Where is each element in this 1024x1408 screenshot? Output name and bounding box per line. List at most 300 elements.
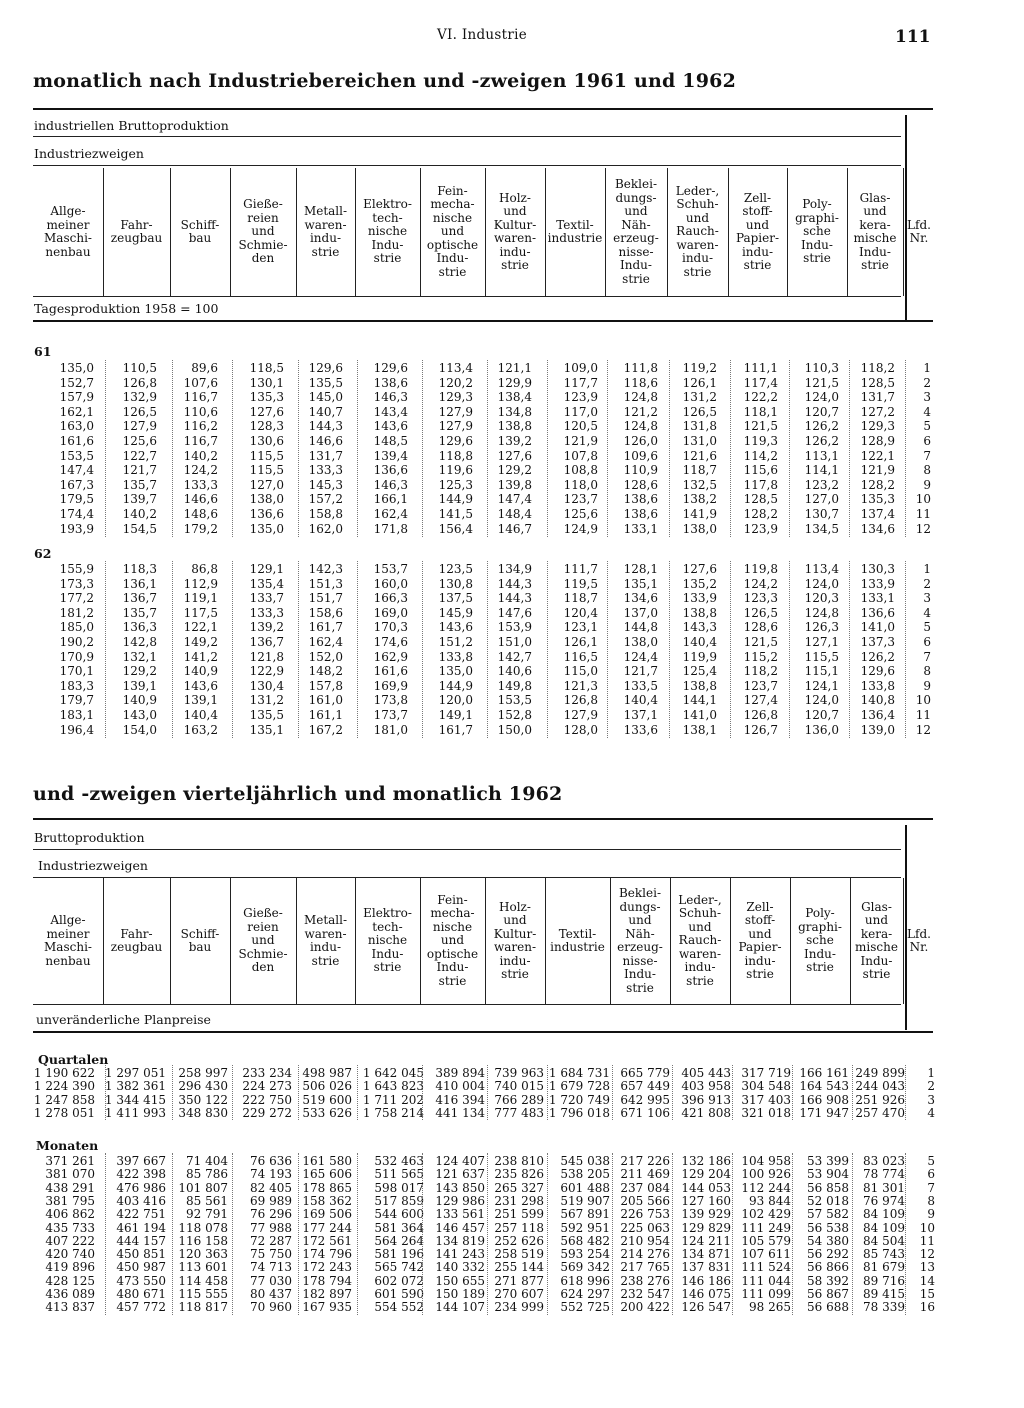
table2-cell: 271 877 bbox=[494, 1273, 544, 1288]
table2-cell: 244 043 bbox=[855, 1079, 905, 1094]
table1-cell: 167,3 bbox=[59, 477, 94, 492]
table2-top-rule bbox=[33, 818, 933, 820]
table1-cell: 2 bbox=[923, 576, 931, 591]
table1-cell: 135,3 bbox=[249, 390, 284, 405]
table1-cell: 135,0 bbox=[249, 521, 284, 536]
table1-cell: 140,4 bbox=[682, 635, 717, 649]
table1-cell: 138,8 bbox=[497, 419, 532, 434]
table2-cell: 171 947 bbox=[799, 1105, 849, 1120]
table1-cell: 8 bbox=[923, 463, 931, 478]
table1-cell: 134,8 bbox=[497, 404, 532, 419]
table2-cell: 72 287 bbox=[250, 1233, 292, 1248]
table1-cell: 190,2 bbox=[59, 635, 94, 649]
table2-cell: 57 582 bbox=[807, 1207, 849, 1222]
table1-cell: 135,1 bbox=[249, 722, 284, 737]
table2-column-divider bbox=[730, 878, 731, 1004]
table1-cell: 142,7 bbox=[497, 649, 532, 664]
table2-cell-divider bbox=[357, 1065, 358, 1120]
table2-cell: 56 538 bbox=[807, 1220, 849, 1235]
table2-cell: 511 565 bbox=[374, 1167, 424, 1182]
table2-cell: 56 866 bbox=[807, 1260, 849, 1275]
table2-cell: 13 bbox=[919, 1260, 935, 1275]
table2-cell: 1 642 045 bbox=[362, 1066, 424, 1080]
table1-cell: 126,1 bbox=[563, 635, 598, 649]
table2-cell: 222 750 bbox=[242, 1092, 292, 1107]
table1-column-divider bbox=[355, 168, 356, 296]
table2-cell: 82 405 bbox=[250, 1180, 292, 1195]
table2-cell: 10 bbox=[919, 1220, 935, 1235]
table2-cell-divider bbox=[732, 1153, 733, 1315]
table1-cell: 145,0 bbox=[308, 390, 343, 405]
table1-cell: 137,3 bbox=[860, 635, 895, 649]
table1-cell: 138,6 bbox=[373, 375, 408, 390]
table2-cell: 84 504 bbox=[863, 1233, 905, 1248]
table1-cell: 133,8 bbox=[860, 678, 895, 693]
table2-cell: 7 bbox=[927, 1180, 935, 1195]
table2-group2-label: Monaten bbox=[36, 1138, 99, 1153]
table1-cell: 120,3 bbox=[804, 591, 839, 606]
table2-cell: 238 276 bbox=[620, 1273, 670, 1288]
table1-cell: 1 bbox=[923, 562, 931, 576]
table2-cell: 210 954 bbox=[620, 1233, 670, 1248]
table1-cell-divider bbox=[669, 360, 670, 537]
table1-cell: 125,6 bbox=[563, 507, 598, 521]
table1-cell: 141,9 bbox=[682, 507, 717, 521]
table1-cell: 149,2 bbox=[183, 635, 218, 649]
table1-cell: 121,7 bbox=[122, 463, 157, 478]
table2-column-divider bbox=[230, 878, 231, 1004]
table1-cell: 141,0 bbox=[860, 620, 895, 635]
table2-cell: 217 765 bbox=[620, 1260, 670, 1275]
table1-cell: 120,7 bbox=[804, 404, 839, 419]
table2-cell: 381 795 bbox=[45, 1193, 95, 1208]
table1-cell: 161,1 bbox=[308, 708, 343, 722]
table1-cell: 127,2 bbox=[860, 404, 895, 419]
table1-cell: 89,6 bbox=[191, 361, 218, 375]
table1-cell: 121,1 bbox=[497, 361, 532, 375]
table1-cell: 113,4 bbox=[804, 562, 839, 576]
table1-cell: 144,3 bbox=[497, 591, 532, 606]
table1-cell: 138,4 bbox=[497, 390, 532, 405]
table2-cell: 172 243 bbox=[302, 1260, 352, 1275]
table1-cell: 124,2 bbox=[743, 576, 778, 591]
table1-cell: 135,0 bbox=[438, 664, 473, 679]
table1-cell: 110,3 bbox=[804, 361, 839, 375]
table2-cell: 56 292 bbox=[807, 1247, 849, 1262]
table2-cell: 419 896 bbox=[45, 1260, 95, 1275]
table2-cell: 270 607 bbox=[494, 1287, 544, 1301]
table1-cell: 130,6 bbox=[249, 434, 284, 448]
table2-cell: 1 679 728 bbox=[548, 1079, 610, 1094]
table2-cell: 118 078 bbox=[178, 1220, 228, 1235]
table2-cell: 178 794 bbox=[302, 1273, 352, 1288]
table1-cell: 112,9 bbox=[183, 576, 218, 591]
table2-cell: 52 018 bbox=[807, 1193, 849, 1208]
table1-cell: 142,8 bbox=[122, 635, 157, 649]
table2-cell: 81 679 bbox=[863, 1260, 905, 1275]
table1-body-rule bbox=[33, 320, 933, 322]
table1-column-header: Elektro- tech- nische Indu- strie bbox=[363, 197, 412, 266]
table2-cell: 581 196 bbox=[374, 1247, 424, 1262]
table2-column-header: Lfd. Nr. bbox=[907, 926, 931, 954]
table2-cell: 58 392 bbox=[807, 1273, 849, 1288]
table2-cell: 371 261 bbox=[45, 1154, 95, 1168]
table1-band2-rule bbox=[33, 165, 901, 166]
table1-cell: 108,8 bbox=[563, 463, 598, 478]
table1-cell: 131,8 bbox=[682, 419, 717, 434]
table2-column-divider bbox=[355, 878, 356, 1004]
table1-cell: 128,0 bbox=[563, 722, 598, 737]
table1-cell: 133,1 bbox=[623, 521, 658, 536]
table1-cell: 116,7 bbox=[183, 434, 218, 448]
table1-cell: 127,6 bbox=[682, 562, 717, 576]
table1-cell: 128,2 bbox=[743, 507, 778, 521]
table2-band1-label: Bruttoproduktion bbox=[34, 830, 145, 845]
table1-cell: 126,1 bbox=[682, 375, 717, 390]
table1-cell: 136,6 bbox=[249, 507, 284, 521]
table2-cell: 233 234 bbox=[242, 1066, 292, 1080]
table1-cell-divider bbox=[232, 561, 233, 738]
table2-group1-label: Quartalen bbox=[38, 1052, 109, 1067]
table1-cell: 151,2 bbox=[438, 635, 473, 649]
table1-cell: 135,4 bbox=[249, 576, 284, 591]
table2-cell: 350 122 bbox=[178, 1092, 228, 1107]
table2-cell: 85 786 bbox=[186, 1167, 228, 1182]
table1-cell: 161,7 bbox=[308, 620, 343, 635]
table2-cell-divider bbox=[852, 1153, 853, 1315]
table2-cell: 77 988 bbox=[250, 1220, 292, 1235]
table2-cell: 397 667 bbox=[116, 1154, 166, 1168]
table2-cell: 126 547 bbox=[681, 1300, 731, 1315]
table2-cell: 93 844 bbox=[749, 1193, 791, 1208]
table1-cell: 154,0 bbox=[122, 722, 157, 737]
table1-cell: 136,1 bbox=[122, 576, 157, 591]
table1-cell: 133,9 bbox=[682, 591, 717, 606]
table1-cell: 149,8 bbox=[497, 678, 532, 693]
table2-cell: 1 720 749 bbox=[548, 1092, 610, 1107]
table1-cell: 147,4 bbox=[59, 463, 94, 478]
table2-cell: 89 415 bbox=[863, 1287, 905, 1301]
table1-cell: 137,0 bbox=[623, 605, 658, 620]
table2-cell: 111 249 bbox=[741, 1220, 791, 1235]
table2-cell: 121 637 bbox=[435, 1167, 485, 1182]
table1-cell-divider bbox=[298, 360, 299, 537]
table2-cell-divider bbox=[105, 1153, 106, 1315]
table2-cell: 1 643 823 bbox=[362, 1079, 424, 1094]
table2-cell: 1 344 415 bbox=[104, 1092, 166, 1107]
table1-cell: 10 bbox=[915, 492, 931, 507]
table2-column-divider bbox=[485, 878, 486, 1004]
table1-cell: 153,5 bbox=[59, 448, 94, 463]
table1-cell: 119,5 bbox=[563, 576, 598, 591]
table1-cell: 127,6 bbox=[497, 448, 532, 463]
table2-cell: 5 bbox=[927, 1154, 935, 1168]
table1-cell: 129,3 bbox=[860, 419, 895, 434]
table1-cell: 113,4 bbox=[438, 361, 473, 375]
table1-cell: 127,9 bbox=[563, 708, 598, 722]
table1-cell: 144,1 bbox=[682, 693, 717, 708]
table2-column-header: Metall- waren- indu- strie bbox=[303, 913, 348, 968]
table2-cell: 601 488 bbox=[560, 1180, 610, 1195]
table1-cell: 143,4 bbox=[373, 404, 408, 419]
table1-column-divider bbox=[728, 168, 729, 296]
table1-cell: 152,0 bbox=[308, 649, 343, 664]
table1-cell: 126,8 bbox=[563, 693, 598, 708]
table2-cell: 4 bbox=[927, 1105, 935, 1120]
table1-cell: 136,6 bbox=[860, 605, 895, 620]
table2-cell: 158 362 bbox=[302, 1193, 352, 1208]
table2-cell: 75 750 bbox=[250, 1247, 292, 1262]
table2-cell: 214 276 bbox=[620, 1247, 670, 1262]
table1-cell: 158,8 bbox=[308, 507, 343, 521]
table1-column-divider bbox=[230, 168, 231, 296]
table2-cell: 69 989 bbox=[250, 1193, 292, 1208]
table2-cell: 517 859 bbox=[374, 1193, 424, 1208]
table1-cell: 143,0 bbox=[122, 708, 157, 722]
table2-cell: 70 960 bbox=[250, 1300, 292, 1315]
table1-cell: 127,9 bbox=[438, 419, 473, 434]
table1-cell: 115,1 bbox=[804, 664, 839, 679]
table1-cell: 123,2 bbox=[804, 477, 839, 492]
table1-cell: 162,4 bbox=[308, 635, 343, 649]
table2-cell: 78 774 bbox=[863, 1167, 905, 1182]
table1-cell-divider bbox=[172, 561, 173, 738]
table2-cell: 78 339 bbox=[863, 1300, 905, 1315]
table1-cell: 146,6 bbox=[308, 434, 343, 448]
table1-cell: 138,0 bbox=[249, 492, 284, 507]
table1-cell-divider bbox=[789, 360, 790, 537]
table1-cell: 116,7 bbox=[183, 390, 218, 405]
table1-cell: 144,3 bbox=[308, 419, 343, 434]
table1-cell: 123,5 bbox=[438, 562, 473, 576]
table1-cell: 133,3 bbox=[308, 463, 343, 478]
table2-cell: 113 601 bbox=[178, 1260, 228, 1275]
table2-cell: 1 684 731 bbox=[548, 1066, 610, 1080]
table1-cell: 109,0 bbox=[563, 361, 598, 375]
table2-cell: 2 bbox=[927, 1079, 935, 1094]
table1-cell: 120,5 bbox=[563, 419, 598, 434]
table2-cell: 116 158 bbox=[178, 1233, 228, 1248]
table2-cell-divider bbox=[357, 1153, 358, 1315]
table2-cell: 120 363 bbox=[178, 1247, 228, 1262]
table2-cell: 255 144 bbox=[494, 1260, 544, 1275]
table2-cell: 1 278 051 bbox=[33, 1105, 95, 1120]
table1-cell: 119,2 bbox=[682, 361, 717, 375]
table2-title: und -zweigen vierteljährlich und monatlich 1962 bbox=[33, 783, 563, 805]
table1-cell: 161,0 bbox=[308, 693, 343, 708]
table1-cell: 109,6 bbox=[623, 448, 658, 463]
table1-cell: 2 bbox=[923, 375, 931, 390]
table2-cell-divider bbox=[612, 1153, 613, 1315]
table2-cell: 137 831 bbox=[681, 1260, 731, 1275]
table1-cell: 140,9 bbox=[122, 693, 157, 708]
table1-cell: 154,5 bbox=[122, 521, 157, 536]
table1-column-divider bbox=[420, 168, 421, 296]
table1-cell: 179,5 bbox=[59, 492, 94, 507]
table2-cell: 406 862 bbox=[45, 1207, 95, 1222]
table2-cell: 177 244 bbox=[302, 1220, 352, 1235]
table1-cell: 135,2 bbox=[682, 576, 717, 591]
table2-cell: 598 017 bbox=[374, 1180, 424, 1195]
table2-cell: 1 711 202 bbox=[362, 1092, 424, 1107]
table1-cell: 151,0 bbox=[497, 635, 532, 649]
table1-column-divider bbox=[903, 168, 904, 296]
table1-cell: 115,0 bbox=[563, 664, 598, 679]
table1-cell: 117,5 bbox=[183, 605, 218, 620]
table1-column-divider bbox=[605, 168, 606, 296]
table2-cell-divider bbox=[905, 1065, 906, 1120]
table1-cell: 138,1 bbox=[682, 722, 717, 737]
table2-cell: 624 297 bbox=[560, 1287, 610, 1301]
table1-cell: 121,7 bbox=[623, 664, 658, 679]
table2-cell-divider bbox=[547, 1065, 548, 1120]
table2-cell: 569 342 bbox=[560, 1260, 610, 1275]
table1-cell: 145,3 bbox=[308, 477, 343, 492]
table2-cell: 200 422 bbox=[620, 1300, 670, 1315]
table2-cell: 144 053 bbox=[681, 1180, 731, 1195]
table1-cell: 129,9 bbox=[497, 375, 532, 390]
table1-cell: 128,5 bbox=[743, 492, 778, 507]
table1-cell: 127,1 bbox=[804, 635, 839, 649]
table2-cell: 317 719 bbox=[741, 1066, 791, 1080]
table2-cell: 89 716 bbox=[863, 1273, 905, 1288]
table2-cell: 618 996 bbox=[560, 1273, 610, 1288]
table1-cell-divider bbox=[357, 360, 358, 537]
table1-cell: 123,9 bbox=[563, 390, 598, 405]
table1-cell: 169,0 bbox=[373, 605, 408, 620]
table1-cell: 181,0 bbox=[373, 722, 408, 737]
table1-cell: 119,3 bbox=[743, 434, 778, 448]
table1-cell: 111,8 bbox=[623, 361, 658, 375]
table2-cell: 111 044 bbox=[741, 1273, 791, 1288]
table1-cell: 121,9 bbox=[860, 463, 895, 478]
table2-cell: 304 548 bbox=[741, 1079, 791, 1094]
table2-cell: 100 926 bbox=[741, 1167, 791, 1182]
table1-cell: 144,3 bbox=[497, 576, 532, 591]
table1-cell: 139,7 bbox=[122, 492, 157, 507]
table1-cell: 121,2 bbox=[623, 404, 658, 419]
table1-cell: 173,8 bbox=[373, 693, 408, 708]
table1-column-divider bbox=[787, 168, 788, 296]
table1-cell: 131,7 bbox=[860, 390, 895, 405]
table1-cell: 111,7 bbox=[563, 562, 598, 576]
table1-cell: 174,6 bbox=[373, 635, 408, 649]
table2-column-header: Gieße- reien und Schmie- den bbox=[238, 906, 288, 975]
table1-cell: 126,8 bbox=[743, 708, 778, 722]
table1-cell: 86,8 bbox=[191, 562, 218, 576]
table1-cell: 162,4 bbox=[373, 507, 408, 521]
table2-cell: 1 bbox=[927, 1066, 935, 1080]
table1-cell: 161,6 bbox=[59, 434, 94, 448]
table1-cell: 125,6 bbox=[122, 434, 157, 448]
table1-cell: 6 bbox=[923, 434, 931, 448]
table2-cell-divider bbox=[105, 1065, 106, 1120]
table2-cell: 450 987 bbox=[116, 1260, 166, 1275]
table1-cell: 8 bbox=[923, 664, 931, 679]
table2-cell: 107 611 bbox=[741, 1247, 791, 1262]
table2-cell-divider bbox=[298, 1065, 299, 1120]
table2-cell: 436 089 bbox=[45, 1287, 95, 1301]
table1-cell: 140,4 bbox=[623, 693, 658, 708]
table1-cell: 118,6 bbox=[623, 375, 658, 390]
table2-cell: 532 463 bbox=[374, 1154, 424, 1168]
table1-cell-divider bbox=[849, 360, 850, 537]
table2-cell: 53 399 bbox=[807, 1154, 849, 1168]
table2-cell: 564 264 bbox=[374, 1233, 424, 1248]
table2-cell: 182 897 bbox=[302, 1287, 352, 1301]
table2-cell: 146 075 bbox=[681, 1287, 731, 1301]
table2-cell: 257 118 bbox=[494, 1220, 544, 1235]
table2-cell: 224 273 bbox=[242, 1079, 292, 1094]
table2-cell: 54 380 bbox=[807, 1233, 849, 1248]
table1-cell: 1 bbox=[923, 361, 931, 375]
table1-cell: 121,5 bbox=[804, 375, 839, 390]
table1-cell: 148,5 bbox=[373, 434, 408, 448]
table1-cell: 146,3 bbox=[373, 390, 408, 405]
table1-cell: 126,5 bbox=[122, 404, 157, 419]
table1-cell: 4 bbox=[923, 404, 931, 419]
table2-cell: 321 018 bbox=[741, 1105, 791, 1120]
table2-cell: 592 951 bbox=[560, 1220, 610, 1235]
table1-cell-divider bbox=[422, 561, 423, 738]
table1-cell: 170,3 bbox=[373, 620, 408, 635]
table2-cell: 77 030 bbox=[250, 1273, 292, 1288]
table1-cell: 124,1 bbox=[804, 678, 839, 693]
table1-cell: 139,2 bbox=[497, 434, 532, 448]
table1-cell: 130,8 bbox=[438, 576, 473, 591]
table1-column-divider bbox=[103, 168, 104, 296]
table1-cell: 153,5 bbox=[497, 693, 532, 708]
table2-column-divider bbox=[296, 878, 297, 1004]
table2-cell: 217 226 bbox=[620, 1154, 670, 1168]
table1-unit-label: Tagesproduktion 1958 = 100 bbox=[34, 301, 219, 316]
table2-cell: 544 600 bbox=[374, 1207, 424, 1222]
table1-cell: 174,4 bbox=[59, 507, 94, 521]
table1-cell: 120,2 bbox=[438, 375, 473, 390]
table1-column-divider bbox=[296, 168, 297, 296]
table2-cell: 146 186 bbox=[681, 1273, 731, 1288]
table2-cell: 101 807 bbox=[178, 1180, 228, 1195]
table1-cell: 135,3 bbox=[860, 492, 895, 507]
table1-cell: 141,5 bbox=[438, 507, 473, 521]
table2-cell: 420 740 bbox=[45, 1247, 95, 1262]
table2-cell: 403 958 bbox=[681, 1079, 731, 1094]
table1-cell: 110,5 bbox=[122, 361, 157, 375]
table1-cell: 118,5 bbox=[249, 361, 284, 375]
table2-cell: 476 986 bbox=[116, 1180, 166, 1195]
table1-cell: 144,9 bbox=[438, 492, 473, 507]
table1-cell: 136,7 bbox=[249, 635, 284, 649]
table1-cell: 160,0 bbox=[373, 576, 408, 591]
table1-cell: 117,7 bbox=[563, 375, 598, 390]
table1-cell: 117,4 bbox=[743, 375, 778, 390]
table2-cell: 581 364 bbox=[374, 1220, 424, 1235]
table2-cell: 438 291 bbox=[45, 1180, 95, 1195]
table1-cell: 122,2 bbox=[743, 390, 778, 405]
table1-cell-divider bbox=[849, 561, 850, 738]
table2-cell: 1 796 018 bbox=[548, 1105, 610, 1120]
table2-cell: 85 561 bbox=[186, 1193, 228, 1208]
table1-cell-divider bbox=[487, 561, 488, 738]
table2-cell: 53 904 bbox=[807, 1167, 849, 1182]
table2-band2-label: Industriezweigen bbox=[38, 858, 148, 873]
table1-cell: 137,5 bbox=[438, 591, 473, 606]
table1-cell: 147,4 bbox=[497, 492, 532, 507]
table2-cell: 132 186 bbox=[681, 1154, 731, 1168]
table1-cell-divider bbox=[905, 561, 906, 738]
table2-cell: 80 437 bbox=[250, 1287, 292, 1301]
table2-cell: 141 243 bbox=[435, 1247, 485, 1262]
